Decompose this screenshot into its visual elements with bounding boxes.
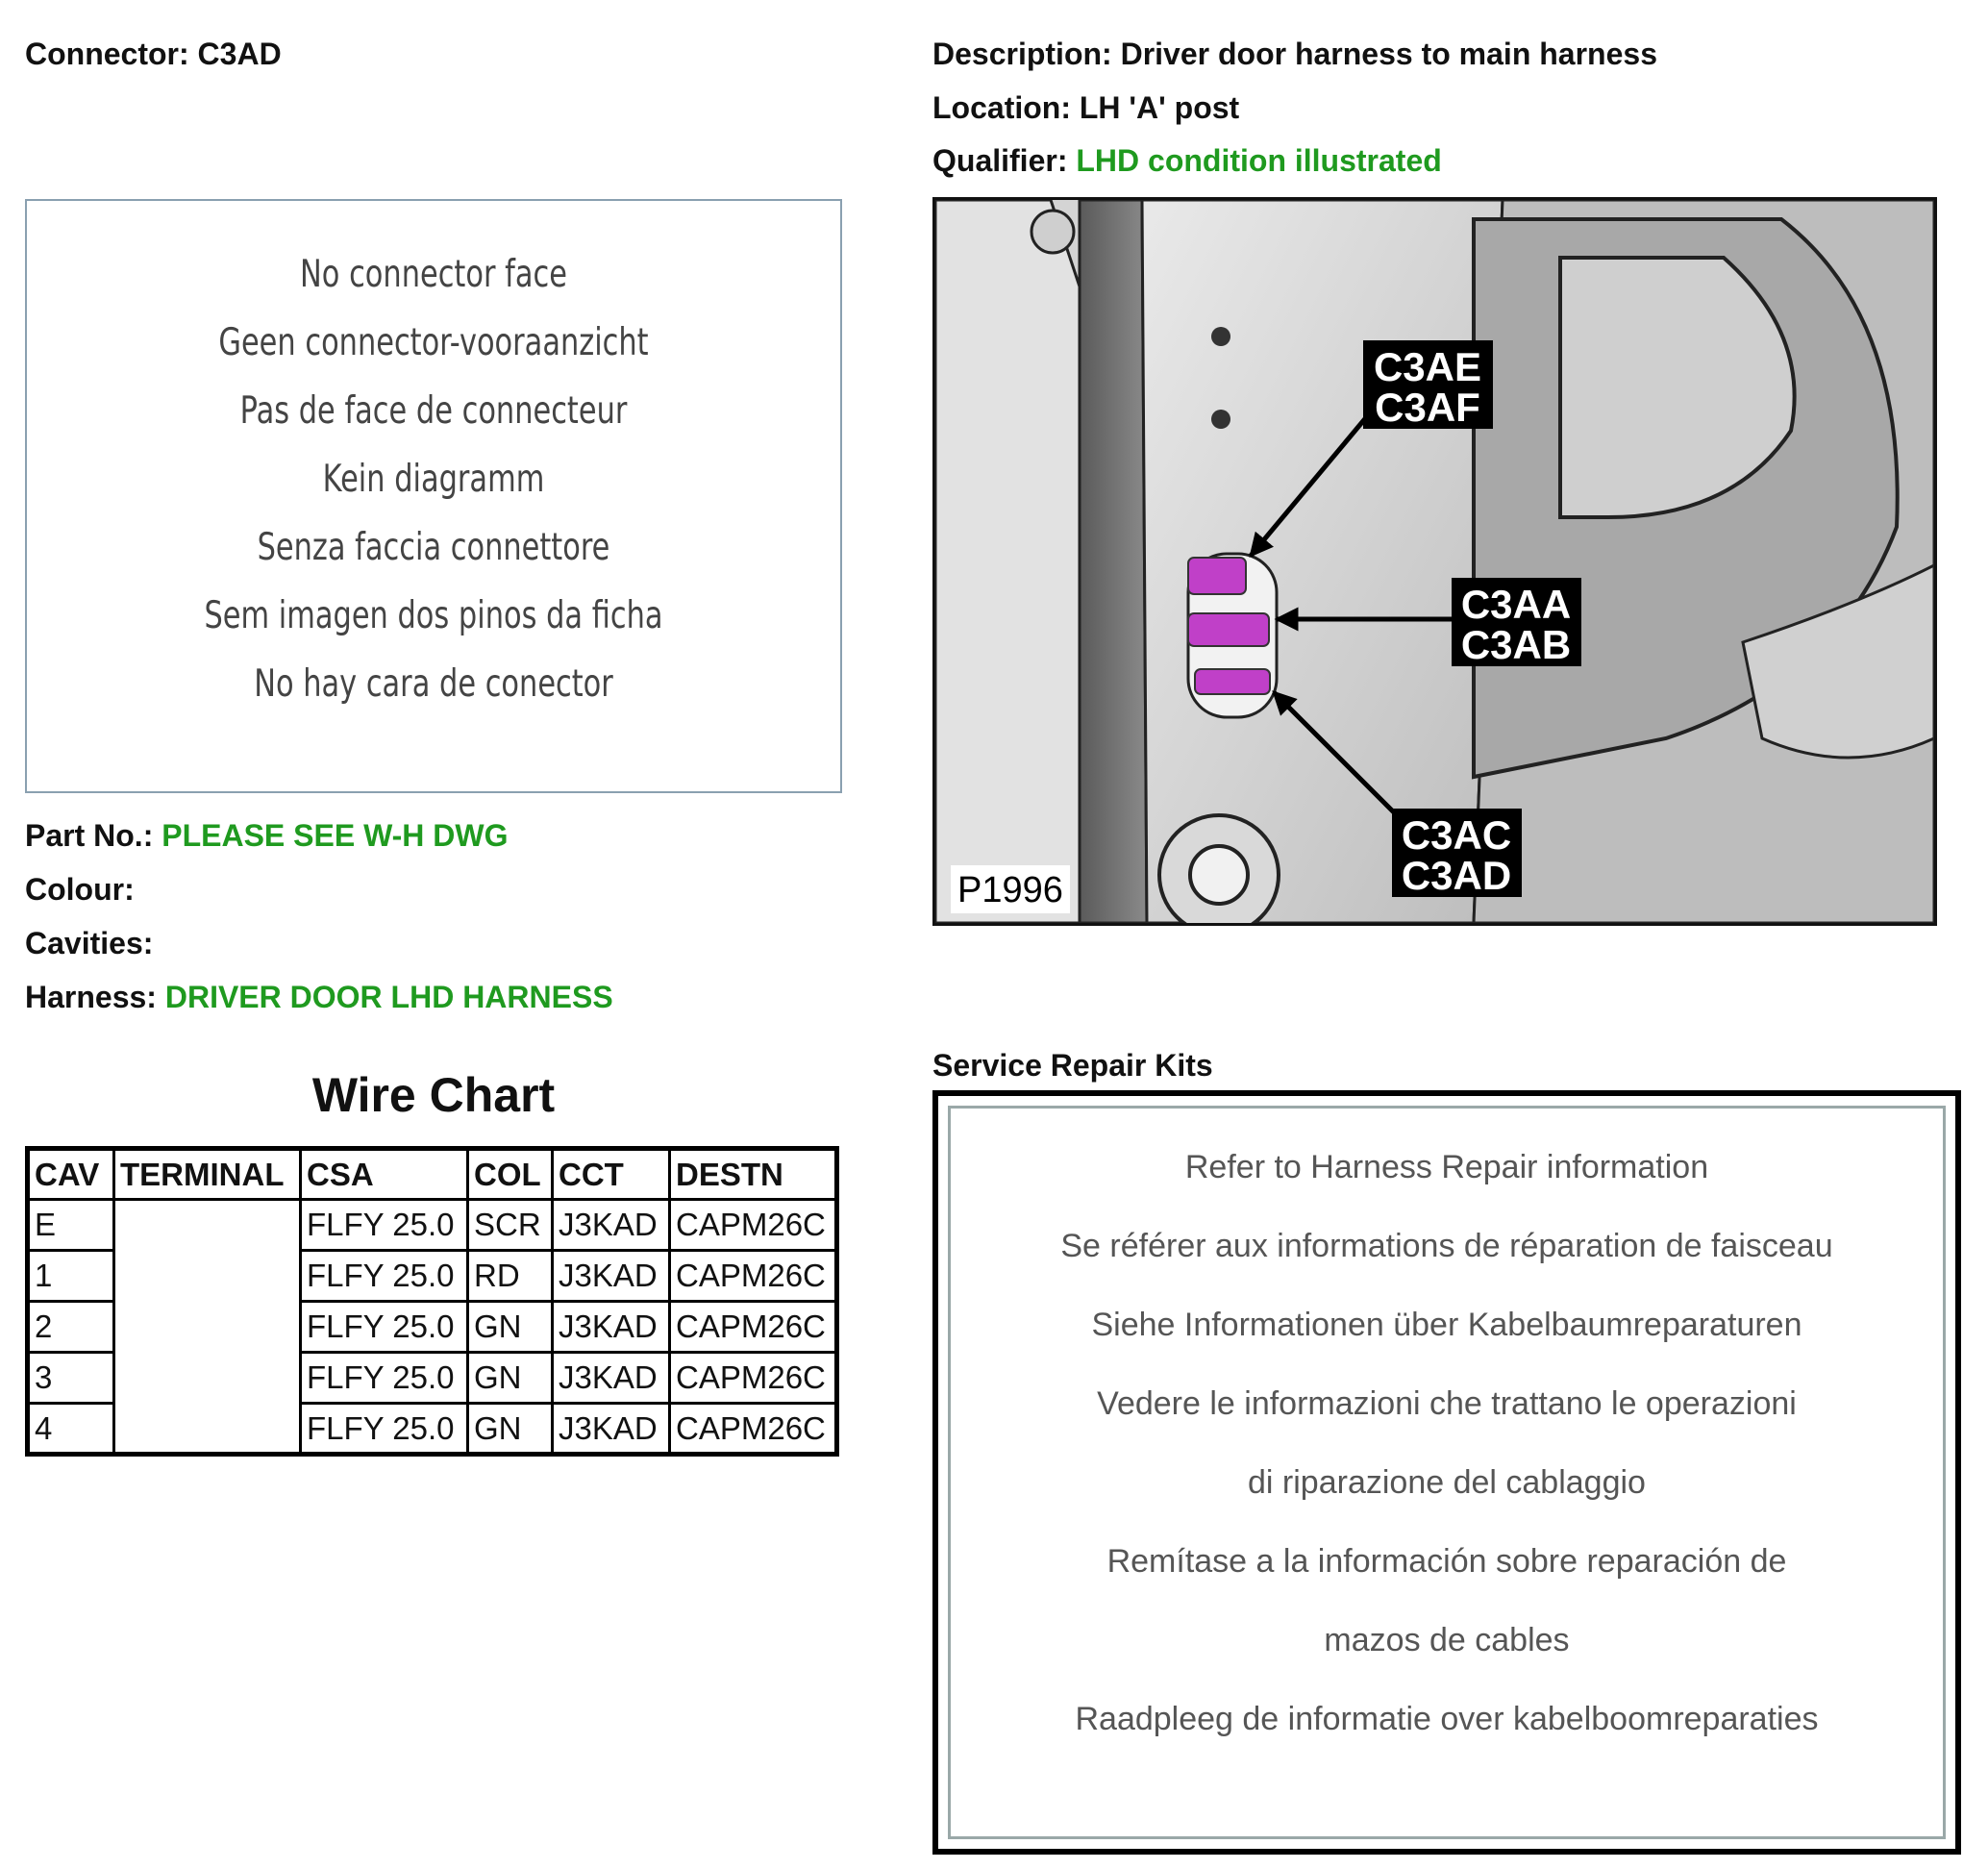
connector-c3ac-c3ad: [1195, 669, 1270, 694]
cell-terminal: [114, 1200, 301, 1455]
harness-value: DRIVER DOOR LHD HARNESS: [164, 980, 613, 1014]
cell-cav: 4: [28, 1404, 114, 1455]
connector-c3aa-c3ab: [1188, 613, 1269, 646]
harness-field: [25, 980, 613, 1015]
colour-field: [25, 872, 135, 908]
col-header-cav: CAV: [28, 1149, 114, 1200]
callout-middle-line2: C3AB: [1460, 622, 1572, 667]
connector-field: [25, 37, 282, 72]
cell-destn: CAPM26C: [670, 1302, 837, 1353]
cell-cav: 3: [28, 1353, 114, 1404]
no-connector-face-line: No hay cara de conector: [254, 662, 613, 706]
cell-csa: FLFY 25.0: [301, 1302, 468, 1353]
wire-chart-title: Wire Chart: [311, 1068, 556, 1122]
no-connector-face-line: Sem imagen dos pinos da ficha: [204, 594, 663, 637]
connector-label: Connector:: [25, 37, 189, 71]
no-connector-face-line: Pas de face de connecteur: [239, 389, 628, 433]
colour-label: Colour:: [25, 872, 135, 907]
location-value: LH 'A' post: [1079, 90, 1240, 125]
callout-bottom-line2: C3AD: [1401, 853, 1512, 898]
description-label: Description:: [932, 37, 1112, 71]
connector-location-figure: [932, 197, 1937, 926]
repair-kit-line: Siehe Informationen über Kabelbaumreparaturen: [1091, 1307, 1802, 1343]
location-field: [932, 90, 1239, 126]
no-connector-face-line: No connector face: [300, 253, 567, 296]
cell-cct: J3KAD: [553, 1251, 670, 1302]
connector-value: C3AD: [197, 37, 282, 71]
screw-icon: [1211, 327, 1230, 346]
bolt-icon: [1031, 211, 1074, 253]
screw-icon: [1211, 410, 1230, 429]
col-header-destn: DESTN: [670, 1149, 837, 1200]
repair-kit-line: Raadpleeg de informatie over kabelboomreparaties: [1075, 1701, 1819, 1737]
service-repair-kits-inner: [948, 1106, 1946, 1839]
cell-csa: FLFY 25.0: [301, 1404, 468, 1455]
service-repair-kits-panel: [932, 1090, 1961, 1855]
cell-cct: J3KAD: [553, 1302, 670, 1353]
description-field: [932, 37, 1657, 72]
table-row: [28, 1200, 837, 1251]
connector-c3ae-c3af: [1188, 558, 1246, 594]
cell-destn: CAPM26C: [670, 1200, 837, 1251]
no-connector-face-panel: [25, 199, 842, 793]
location-label: Location:: [932, 90, 1071, 125]
part-no-value: PLEASE SEE W-H DWG: [162, 818, 509, 853]
cell-col: GN: [468, 1404, 553, 1455]
repair-kit-line: Remítase a la información sobre reparación de: [1106, 1543, 1787, 1580]
no-connector-face-line: Senza faccia connettore: [257, 526, 610, 569]
cell-destn: CAPM26C: [670, 1251, 837, 1302]
callout-middle-line1: C3AA: [1460, 582, 1572, 627]
callout-top-line2: C3AF: [1375, 385, 1480, 430]
qualifier-field: [932, 143, 1442, 179]
repair-kit-line: Refer to Harness Repair information: [1184, 1149, 1709, 1185]
part-no-label: Part No.:: [25, 818, 154, 853]
cell-col: SCR: [468, 1200, 553, 1251]
harness-label: Harness:: [25, 980, 157, 1014]
no-connector-face-line: Kein diagramm: [322, 458, 545, 501]
qualifier-label: Qualifier:: [932, 143, 1068, 178]
cell-cav: E: [28, 1200, 114, 1251]
cell-csa: FLFY 25.0: [301, 1251, 468, 1302]
col-header-csa: CSA: [301, 1149, 468, 1200]
qualifier-value: LHD condition illustrated: [1076, 143, 1442, 178]
service-repair-kits-title: Service Repair Kits: [932, 1048, 1213, 1083]
repair-kit-line: mazos de cables: [1324, 1622, 1570, 1658]
cell-cav: 2: [28, 1302, 114, 1353]
callout-bottom-line1: C3AC: [1401, 812, 1512, 858]
cell-col: GN: [468, 1353, 553, 1404]
cell-cav: 1: [28, 1251, 114, 1302]
figure-id: P1996: [957, 870, 1063, 910]
cavities-label: Cavities:: [25, 926, 154, 960]
cell-csa: FLFY 25.0: [301, 1200, 468, 1251]
figure-drawing: [935, 200, 1934, 923]
col-header-terminal: TERMINAL: [114, 1149, 301, 1200]
cell-cct: J3KAD: [553, 1200, 670, 1251]
col-header-cct: CCT: [553, 1149, 670, 1200]
part-no-field: [25, 818, 509, 854]
cell-cct: J3KAD: [553, 1353, 670, 1404]
no-connector-face-line: Geen connector-vooraanzicht: [218, 321, 649, 364]
repair-kit-line: Se référer aux informations de réparation de faisceau: [1060, 1228, 1833, 1264]
cell-col: GN: [468, 1302, 553, 1353]
wire-chart-table: [25, 1146, 839, 1457]
cell-col: RD: [468, 1251, 553, 1302]
cell-destn: CAPM26C: [670, 1353, 837, 1404]
repair-kit-line: di riparazione del cablaggio: [1248, 1464, 1646, 1501]
wire-chart-header-row: [28, 1149, 837, 1200]
repair-kit-line: Vedere le informazioni che trattano le operazioni: [1097, 1385, 1797, 1422]
cell-cct: J3KAD: [553, 1404, 670, 1455]
cell-destn: CAPM26C: [670, 1404, 837, 1455]
cavities-field: [25, 926, 153, 961]
cell-csa: FLFY 25.0: [301, 1353, 468, 1404]
callout-top-line1: C3AE: [1373, 344, 1482, 389]
description-value: Driver door harness to main harness: [1120, 37, 1657, 71]
col-header-col: COL: [468, 1149, 553, 1200]
